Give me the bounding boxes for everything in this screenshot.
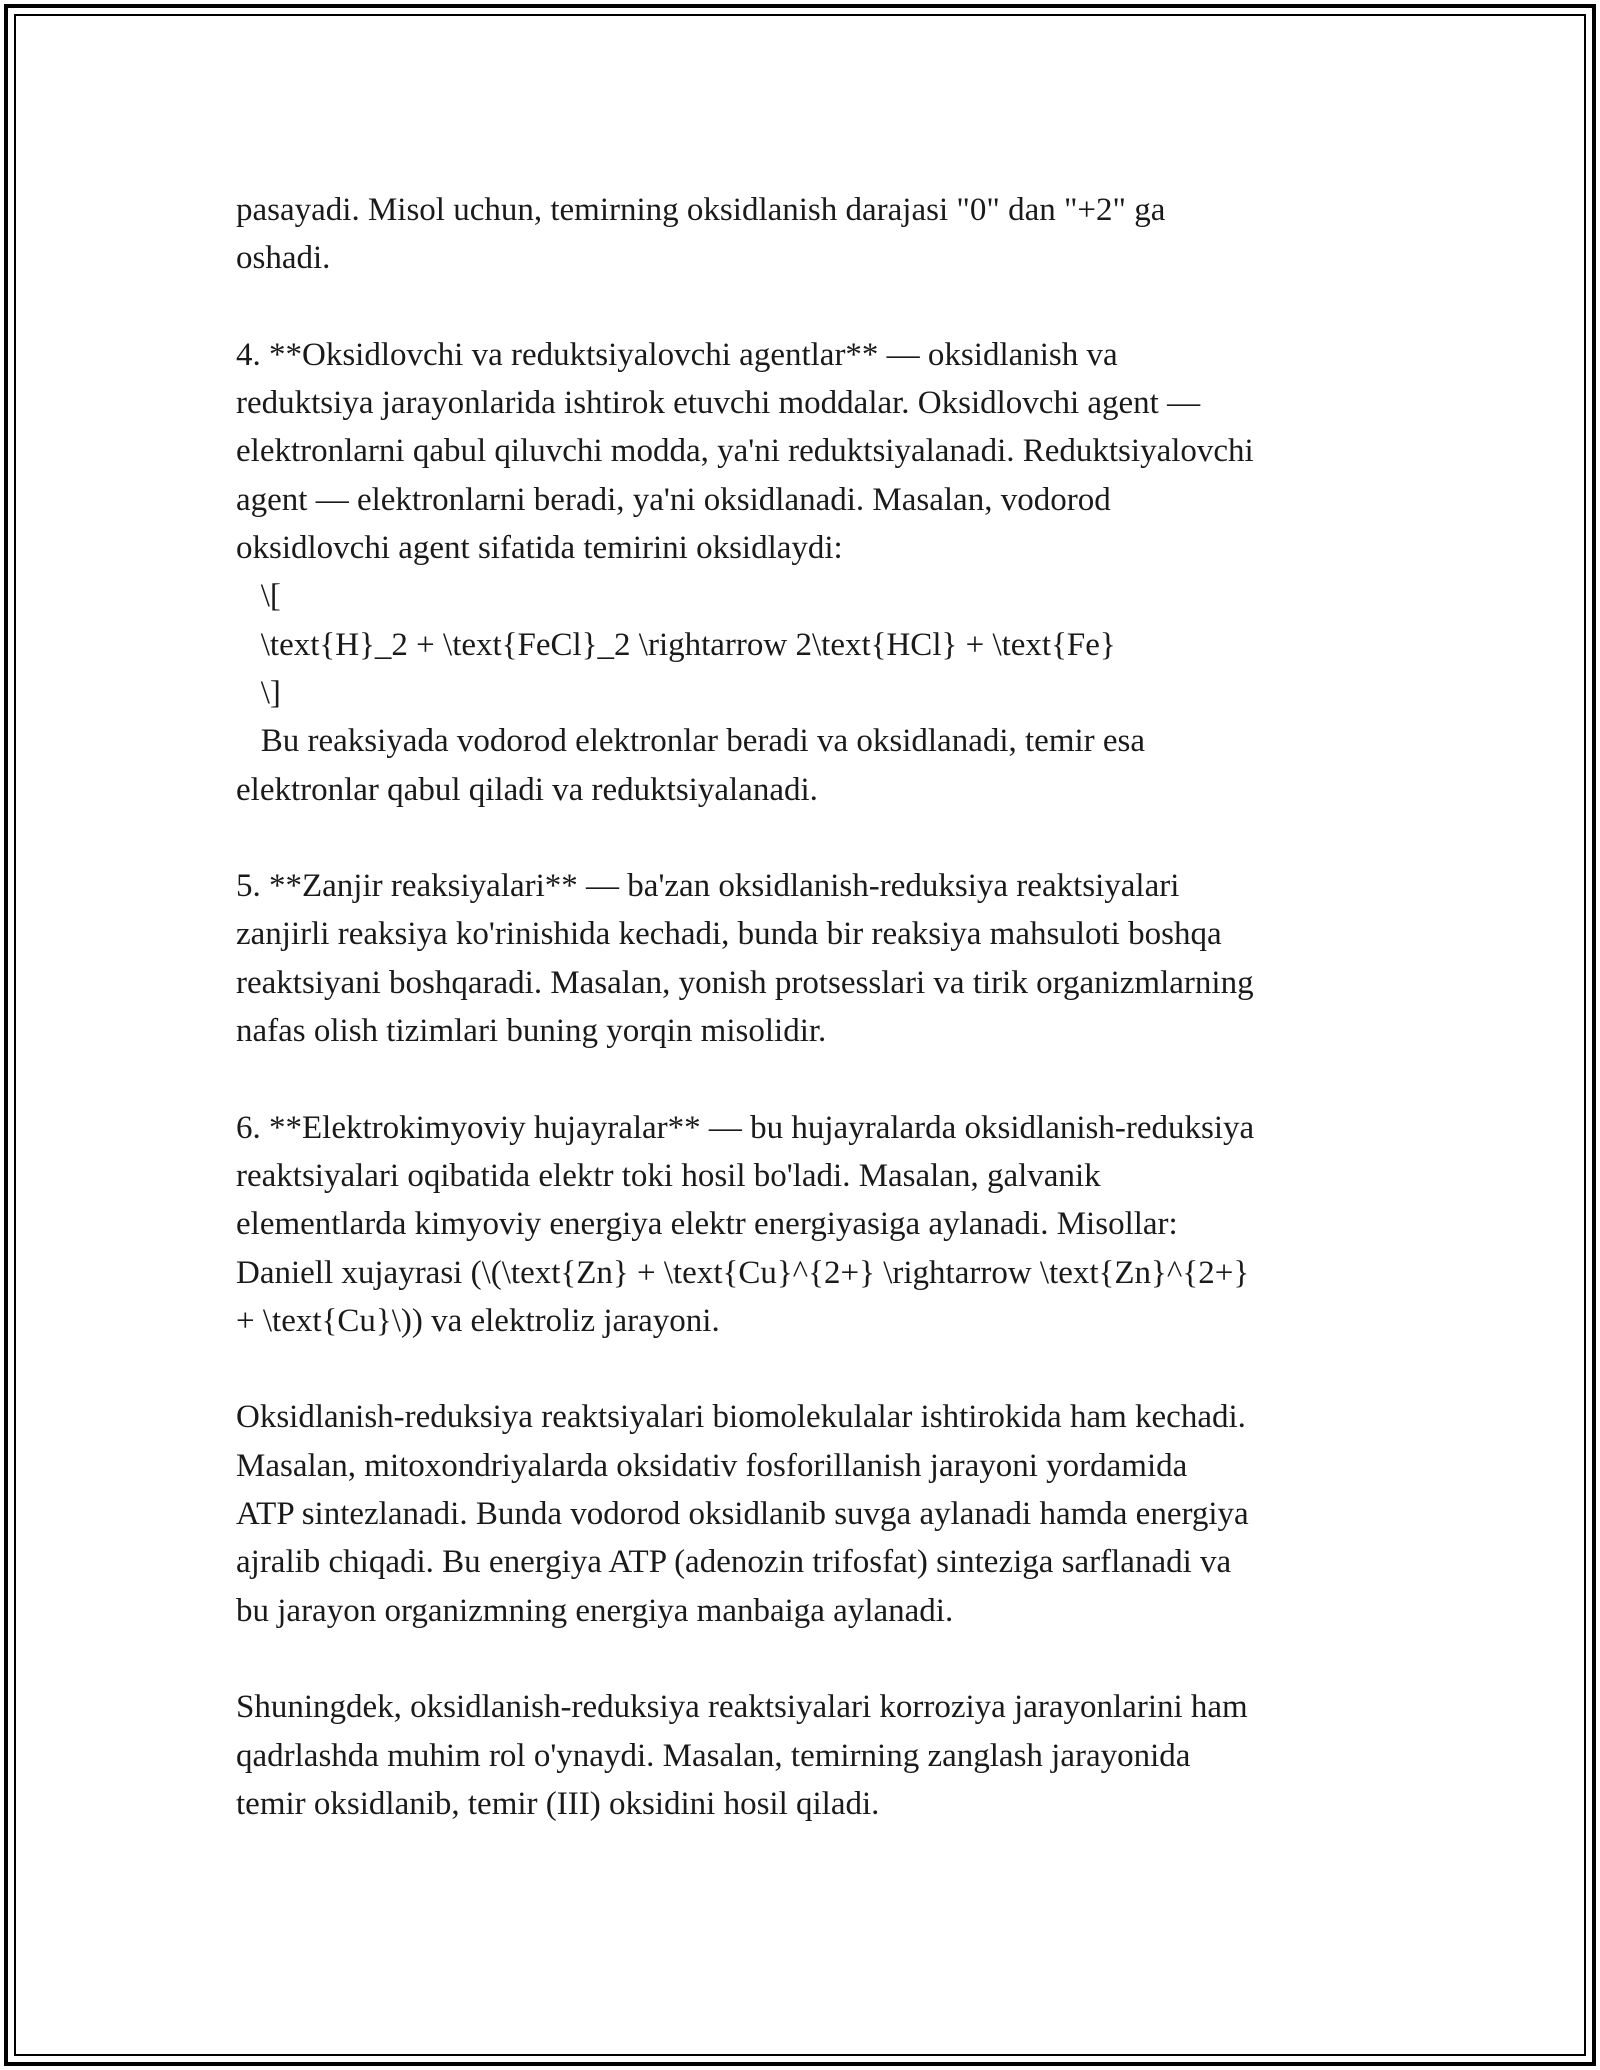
text-line: elementlarda kimyoviy energiya elektr energiyasiga aylanadi. Misollar: — [236, 1206, 1178, 1243]
equation-line: \text{H}_2 + \text{FeCl}_2 \rightarrow 2\text{HCl} + \text{Fe} — [236, 626, 1116, 663]
text-line: temir oksidlanib, temir (III) oksidini hosil qiladi. — [236, 1785, 880, 1822]
text-line: oshadi. — [236, 240, 331, 277]
text-line: Oksidlanish-reduksiya reaktsiyalari biomolekulalar ishtirokida ham kechadi. — [236, 1399, 1246, 1436]
text-line: oksidlovchi agent sifatida temirini oksidlaydi: — [236, 530, 843, 567]
text-line: Masalan, mitoxondriyalarda oksidativ fosforillanish jarayoni yordamida — [236, 1447, 1188, 1484]
blank-line — [236, 1635, 1376, 1683]
blank-line — [236, 283, 1376, 331]
text-line: reaktsiyalari oqibatida elektr toki hosil bo'ladi. Masalan, galvanik — [236, 1157, 1101, 1194]
text-line: Daniell xujayrasi (\(\text{Zn} + \text{Cu}^{2+} \rightarrow \text{Zn}^{2+} — [236, 1254, 1250, 1291]
text-line: nafas olish tizimlari buning yorqin misolidir. — [236, 1013, 827, 1050]
blank-line — [236, 1345, 1376, 1393]
blank-line — [236, 1055, 1376, 1103]
text-line: agent — elektronlarni beradi, ya'ni oksidlanadi. Masalan, vodorod — [236, 481, 1111, 518]
text-line: elektronlar qabul qiladi va reduktsiyalanadi. — [236, 771, 818, 808]
text-line: reduktsiya jarayonlarida ishtirok etuvchi moddalar. Oksidlovchi agent — — [236, 385, 1201, 422]
equation-line: \] — [236, 674, 281, 711]
text-line: zanjirli reaksiya ko'rinishida kechadi, bunda bir reaksiya mahsuloti boshqa — [236, 916, 1222, 953]
blank-line — [236, 814, 1376, 862]
text-line: ATP sintezlanadi. Bunda vodorod oksidlanib suvga aylanadi hamda energiya — [236, 1496, 1249, 1533]
text-line: elektronlarni qabul qiluvchi modda, ya'ni reduktsiyalanadi. Reduktsiyalovchi — [236, 433, 1254, 470]
text-line: 5. **Zanjir reaksiyalari** — ba'zan oksidlanish-reduksiya reaktsiyalari — [236, 868, 1180, 905]
text-line: Bu reaksiyada vodorod elektronlar beradi va oksidlanadi, temir esa — [236, 723, 1146, 760]
text-line: ajralib chiqadi. Bu energiya ATP (adenozin trifosfat) sinteziga sarflanadi va — [236, 1544, 1232, 1581]
text-line: 4. **Oksidlovchi va reduktsiyalovchi agentlar** — oksidlanish va — [236, 336, 1118, 373]
text-line: + \text{Cu}\)) va elektroliz jarayoni. — [236, 1302, 720, 1339]
text-line: qadrlashda muhim rol o'ynaydi. Masalan, temirning zanglash jarayonida — [236, 1737, 1191, 1774]
text-line: bu jarayon organizmning energiya manbaiga aylanadi. — [236, 1592, 954, 1629]
equation-line: \[ — [236, 578, 281, 615]
text-line: reaktsiyani boshqaradi. Masalan, yonish protsesslari va tirik organizmlarning — [236, 964, 1254, 1001]
document-body — [236, 186, 1376, 1828]
text-line: pasayadi. Misol uchun, temirning oksidlanish darajasi "0" dan "+2" ga — [236, 192, 1166, 228]
text-line: Shuningdek, oksidlanish-reduksiya reaktsiyalari korroziya jarayonlarini ham — [236, 1689, 1248, 1726]
text-line: 6. **Elektrokimyoviy hujayralar** — bu hujayralarda oksidlanish-reduksiya — [236, 1109, 1255, 1146]
